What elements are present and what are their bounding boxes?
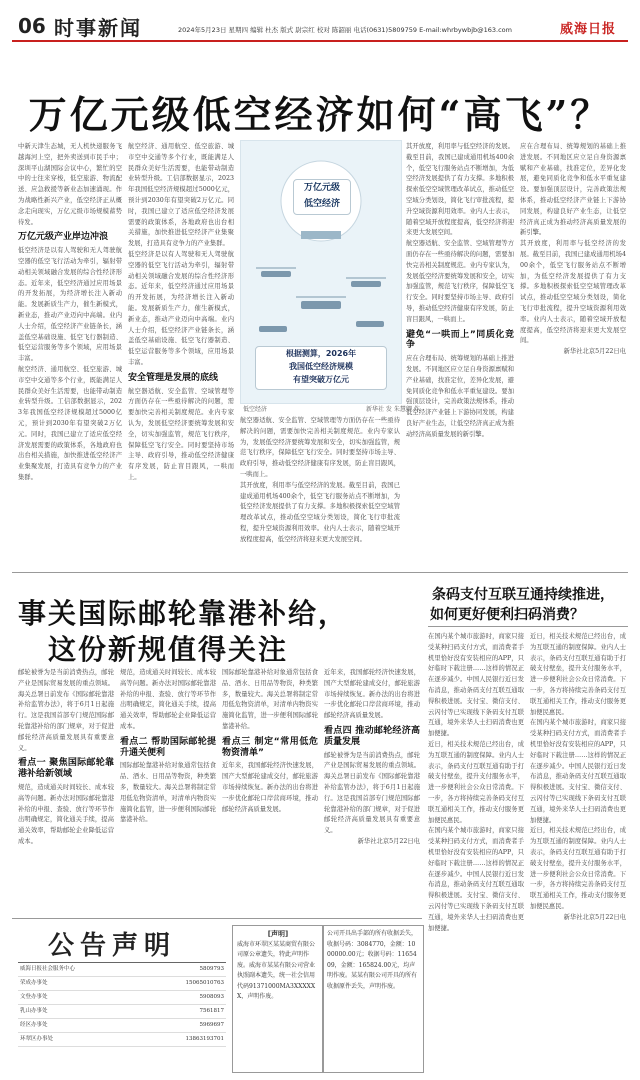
notice-row	[18, 1005, 226, 1019]
article1-subhead-3: 避免“一哄而上”同质化竞争	[406, 329, 514, 351]
balloon-text-2: 低空经济	[303, 199, 340, 209]
article2-body-3: 国际邮轮靠港补给对象通常包括食品、酒水、日用品等物资，种类繁多，数量较大。海关总署将制定常用低危物资清单，对清单内物资实施简化监管，进一步便利国际邮轮靠港补给。	[222, 669, 318, 730]
article2-subhead-4: 看点四 推动邮轮经济高质量发展	[324, 725, 420, 747]
notice-box-1-text: 威海市环翠区某某商贸有限公司原公章遗失，特此声明作废。威海市某某有限公司营业执照副本遗失，统一社会信用代码91371000MA3XXXXXX，声明作废。	[237, 940, 316, 1000]
article2-subhead-2: 看点二 帮助国际邮轮提升通关便利	[120, 736, 216, 758]
article1-column-3	[240, 416, 400, 562]
section-title: 时事新闻	[54, 16, 142, 40]
notice-row	[18, 963, 226, 977]
article2-body-1b: 规范，造成通关时间较长、成本较高等问题。新办法对国际邮轮靠港补给的申报、查验、放行等环节作出明确规定，简化通关手续，提高通关效率，帮助邮轮企业降低运营成本。	[18, 783, 114, 845]
header-meta: 2024年5月23日 星期四 编辑 杜杰 版式 尉宗红 校对 陈韶丽 电话(0631)5809759 E-mail:whrbywbjb@163.com	[178, 26, 512, 34]
article3-body-2b: 在国内某个城市旅游时，商家只接受某种扫码支付方式，而消费者手机里恰好没有安装相应的APP，只好临时下载注册……这样的情况正在逐步减少。中国人民银行近日发布消息，推动条码支付互联互通取得积极进展。支付宝、微信支付、云闪付等已实现线下条码支付互联互通，境外来华人士扫码消费也更加便捷。	[530, 719, 626, 824]
article3-body-2: 近日，相关技术规范已经出台，成为互联互通的制度保障。业内人士表示，条码支付互联互通有助于打破支付壁垒，提升支付服务水平，进一步便利社会公众日常消费。下一步，各方将持续完善条码支付互联互通相关工作，推动支付服务更加便民惠民。	[530, 633, 626, 716]
article2-body-4b: 邮轮被誉为是当前消费热点，邮轮产业是国际贸易发展的重点领域。海关总署日前发布《国际邮轮靠港补给监管办法》，将于6月1日起施行。这是我国首部专门规范国际邮轮靠港补给的部门规章，对于促进邮轮经济高质量发展具有重要意义。	[324, 751, 420, 835]
illustration-note	[255, 346, 387, 390]
article1-lead: 中新天津生态城，无人机快递服务飞越海河上空，把外卖送到市民手中；深圳平山湖国际会议中心，繁忙的空中的士往来穿梭，低空旅游、物流配送、应急救援等新业态加速涌现。作为战略性新兴产业，低空经济正从概念走向现实，万亿元级市场规模蓄势待发。	[18, 143, 122, 226]
article3-body-1b: 近日，相关技术规范已经出台，成为互联互通的制度保障。业内人士表示，条码支付互联互通有助于打破支付壁垒，提升支付服务水平，进一步便利社会公众日常消费。下一步，各方将持续完善条码支付互联互通相关工作，推动支付服务更加便民惠民。	[428, 740, 524, 824]
notice-box-2	[322, 925, 424, 1073]
notice-row-label: 荣成办事处	[20, 980, 48, 986]
notice-title: 公告声明	[48, 931, 177, 961]
article2-column-2	[120, 668, 216, 914]
article3-body-1c: 在国内某个城市旅游时，商家只接受某种扫码支付方式，而消费者手机里恰好没有安装相应的APP，只好临时下载注册……这样的情况正在逐步减少。中国人民银行近日发布消息，推动条码支付互联互通取得积极进展。支付宝、微信支付、云闪付等已实现线下条码支付互联互通，境外来华人士扫码消费也更加便捷。	[428, 827, 524, 932]
article1-column-2	[128, 142, 234, 562]
article2-headline-line2: 这份新规值得关注	[48, 633, 289, 666]
article1-column-5	[520, 142, 626, 562]
notice-row	[18, 1019, 226, 1033]
notice-top-rule	[12, 918, 422, 919]
section-divider	[12, 572, 628, 573]
article1-body-5b: 其开放度，利用率与低空经济的发展。截至目前，我国已建成通用机场400余个，低空飞行服务站点不断增加，为低空经济发展提供了有力支撑。多地积极探索低空空域管理改革试点，推动低空空域分类划设，简化飞行审批流程，提升空域资源利用效率。业内人士表示，随着空域开放程度提高，低空经济将迎来更大发展空间。	[520, 240, 626, 345]
article1-body-3b: 其开放度，利用率与低空经济的发展。截至目前，我国已建成通用机场400余个，低空飞行服务站点不断增加，为低空经济发展提供了有力支撑。多地积极探索低空空域管理改革试点，推动低空空域分类划设，简化飞行审批流程，提升空域资源利用效率。业内人士表示，随着空域开放程度提高，低空经济将迎来更大发展空间。	[240, 481, 400, 543]
illustration-low-altitude-economy	[240, 140, 402, 404]
article1-subhead-2: 安全管理是发展的底线	[128, 372, 219, 383]
article1-headline: 万亿元级低空经济如何“高飞”？	[28, 92, 612, 137]
notice-row-phone: 13863193701	[185, 1036, 224, 1042]
notice-box-1	[232, 925, 324, 1073]
article1-credit: 新华社北京5月22日电	[563, 348, 626, 356]
article1-body-1b: 航空经济、通用航空、低空旅游、城市空中交通等多个行业，既能满足人民群众美好生活需要，也能带动制造业转型升级。工信部数据显示，2023年我国低空经济规模超过5000亿元，预计到2030年有望突破2万亿元。同时，我国已建立了适应低空经济发展需要的政策体系，各地政府也出台相关措施，加快推进低空经济产业集聚发展，打造具有竞争力的产业集群。	[18, 365, 122, 481]
article2-column-3	[222, 668, 318, 914]
article1-body-4: 其开放度，利用率与低空经济的发展。截至目前，我国已建成通用机场400余个，低空飞行服务站点不断增加，为低空经济发展提供了有力支撑。多地积极探索低空空域管理改革试点，推动低空空域分类划设，简化飞行审批流程，提升空域资源利用效率。业内人士表示，随着空域开放程度提高，低空经济将迎来更大发展空间。	[406, 143, 514, 237]
notice-row-phone: 7561817	[199, 1008, 224, 1014]
notice-row	[18, 977, 226, 991]
article3-headline-line1: 条码支付互联互通持续推进，	[432, 587, 614, 603]
article1-body-4c: 应在合理布局、统筹规划的基础上推进发展。不同地区应立足自身资源禀赋和产业基础，找准定位，差异化发展，避免同质化竞争和低水平重复建设。要加强顶层设计，完善政策法规体系，推动低空经济产业链上下游协同发展，构建良好产业生态，让低空经济真正成为推动经济高质量发展的新引擎。	[406, 355, 514, 438]
newspaper-logo: 威海日报	[560, 22, 617, 37]
illustration-credit: 新华社 发 朱慧卿 作	[366, 406, 420, 413]
notice-row-label: 威海日报社会服务中心	[20, 966, 76, 972]
article2-body-1: 邮轮被誉为是当前消费热点，邮轮产业是国际贸易发展的重点领域。海关总署日前发布《国际邮轮靠港补给监管办法》，将于6月1日起施行。这是我国首部专门规范国际邮轮靠港补给的部门规章，对于促进邮轮经济高质量发展具有重要意义。	[18, 669, 114, 752]
article1-body-2b: 低空经济是以有人驾驶和无人驾驶航空器的低空飞行活动为牵引，辐射带动相关领域融合发展的综合性经济形态。近年来，低空经济通过应用场景的开发拓展，为经济增长注入新动能。发展新质生产力，催生新模式，新业态，推动产业迈向中高端。业内人士介绍，低空经济产业链条长，涵盖低空基础设施、低空飞行器制造、低空运营服务等多个领域，应用场景丰富。	[128, 250, 234, 366]
article3-headline-line2: 如何更好便利扫码消费？	[430, 607, 584, 623]
note-line-1: 根据测算，2026年	[285, 349, 357, 358]
header-rule	[12, 40, 628, 42]
notice-box-2-text: 公司开具出手部的所有收据丢失，收据号码：3084770，金额：1000000.00元；收据号码：1165409，金额：165824.00元，均声明作废。某某有限公司开具的所有收据原件丢失，声明作废。	[327, 930, 418, 990]
article1-body-1: 低空经济是以有人驾驶和无人驾驶航空器的低空飞行活动为牵引，辐射带动相关领域融合发展的综合性经济形态。近年来，低空经济通过应用场景的开发拓展，为经济增长注入新动能。发展新质生产力，催生新模式，新业态，推动产业迈向中高端。业内人士介绍，低空经济产业链条长，涵盖低空基础设施、低空飞行器制造、低空运营服务等多个领域，应用场景丰富。	[18, 247, 122, 363]
article3-body-2c: 近日，相关技术规范已经出台，成为互联互通的制度保障。业内人士表示，条码支付互联互通有助于打破支付壁垒，提升支付服务水平，进一步便利社会公众日常消费。下一步，各方将持续完善条码支付互联互通相关工作，推动支付服务更加便民惠民。	[530, 827, 626, 910]
article1-column-1	[18, 142, 122, 562]
notice-row-phone: 5969697	[199, 1022, 224, 1028]
article3-rule	[428, 626, 628, 627]
notice-row-label: 环翠区办事处	[20, 1036, 54, 1042]
notice-row-label: 乳山办事处	[20, 1008, 48, 1014]
article1-subhead-1: 万亿元级产业岸边冲浪	[18, 232, 109, 243]
page-header	[0, 0, 640, 46]
notice-row-phone: 5809793	[199, 966, 224, 972]
article3-credit: 新华社北京5月22日电	[563, 913, 626, 921]
illustration-balloon	[293, 179, 351, 215]
illustration-caption: 低空经济	[243, 406, 268, 413]
notice-row-phone: 15065010763	[185, 980, 224, 986]
article1-body-2: 航空经济、通用航空、低空旅游、城市空中交通等多个行业，既能满足人民群众美好生活需要，也能带动制造业转型升级。工信部数据显示，2023年我国低空经济规模超过5000亿元，预计到2030年有望突破2万亿元。同时，我国已建立了适应低空经济发展需要的政策体系，各地政府也出台相关措施，加快推进低空经济产业集聚发展，打造具有竞争力的产业集群。	[128, 143, 234, 248]
article2-column-1	[18, 668, 114, 914]
article2-credit: 新华社北京5月22日电	[357, 837, 420, 845]
article2-body-2: 规范，造成通关时间较长、成本较高等问题。新办法对国际邮轮靠港补给的申报、查验、放行等环节作出明确规定，简化通关手续，提高通关效率，帮助邮轮企业降低运营成本。	[120, 669, 216, 730]
article3-column-2	[530, 632, 626, 1072]
article1-body-3: 航空器适航、安全监管、空域管理等方面仍存在一些亟待解决的问题，需要加快完善相关制度规范。业内专家认为，发展低空经济要统筹发展和安全，切实加强监管，规范飞行秩序，保障低空飞行安全。同时要坚持市场主导、政府引导，推动低空经济健康有序发展，防止盲目跟风，一哄而上。	[240, 417, 400, 478]
article2-body-2b: 国际邮轮靠港补给对象通常包括食品、酒水、日用品等物资，种类繁多，数量较大。海关总署将制定常用低危物资清单，对清单内物资实施简化监管，进一步便利国际邮轮靠港补给。	[120, 762, 216, 824]
article1-body-2c: 航空器适航、安全监管、空域管理等方面仍存在一些亟待解决的问题，需要加快完善相关制度规范。业内专家认为，发展低空经济要统筹发展和安全，切实加强监管，规范飞行秩序，保障低空飞行安全。同时要坚持市场主导、政府引导，推动低空经济健康有序发展，防止盲目跟风，一哄而上。	[128, 387, 234, 481]
article2-column-4	[324, 668, 420, 914]
article1-column-4	[406, 142, 514, 562]
article1-body-4b: 航空器适航、安全监管、空域管理等方面仍存在一些亟待解决的问题，需要加快完善相关制度规范。业内专家认为，发展低空经济要统筹发展和安全，切实加强监管，规范飞行秩序，保障低空飞行安全。同时要坚持市场主导、政府引导，推动低空经济健康有序发展，防止盲目跟风，一哄而上。	[406, 240, 514, 323]
article2-body-4: 近年来，我国邮轮经济快速发展，国产大型邮轮建成交付，邮轮旅游市场持续恢复。新办法的出台将进一步优化邮轮口岸营商环境，推动邮轮经济高质量发展。	[324, 669, 420, 720]
notice-row-label: 经区办事处	[20, 1022, 48, 1028]
note-line-3: 有望突破万亿元	[293, 375, 349, 384]
article2-body-3b: 近年来，我国邮轮经济快速发展，国产大型邮轮建成交付，邮轮旅游市场持续恢复。新办法的出台将进一步优化邮轮口岸营商环境，推动邮轮经济高质量发展。	[222, 762, 318, 813]
article1-body-5: 应在合理布局、统筹规划的基础上推进发展。不同地区应立足自身资源禀赋和产业基础，找准定位，差异化发展，避免同质化竞争和低水平重复建设。要加强顶层设计，完善政策法规体系，推动低空经济产业链上下游协同发展，构建良好产业生态，让低空经济真正成为推动经济高质量发展的新引擎。	[520, 143, 626, 237]
page-number: 06	[18, 14, 46, 38]
notice-box-1-title: [声明]	[267, 930, 289, 938]
notice-contact-table	[18, 962, 226, 1047]
notice-row	[18, 991, 226, 1005]
article2-headline-line1: 事关国际邮轮靠港补给，	[18, 597, 349, 630]
article2-subhead-3: 看点三 制定“常用低危物资清单”	[222, 736, 318, 758]
notice-row-label: 文登办事处	[20, 994, 48, 1000]
balloon-text-1: 万亿元级	[303, 183, 340, 193]
article2-subhead-1: 看点一 聚焦国际邮轮靠港补给新领域	[18, 758, 114, 780]
note-line-2: 我国低空经济规模	[289, 362, 353, 371]
article3-column-1	[428, 632, 524, 1072]
article3-body-1: 在国内某个城市旅游时，商家只接受某种扫码支付方式，而消费者手机里恰好没有安装相应的APP，只好临时下载注册……这样的情况正在逐步减少。中国人民银行近日发布消息，推动条码支付互联互通取得积极进展。支付宝、微信支付、云闪付等已实现线下条码支付互联互通，境外来华人士扫码消费也更加便捷。	[428, 633, 524, 738]
notice-row	[18, 1033, 226, 1047]
notice-row-phone: 5908093	[199, 994, 224, 1000]
